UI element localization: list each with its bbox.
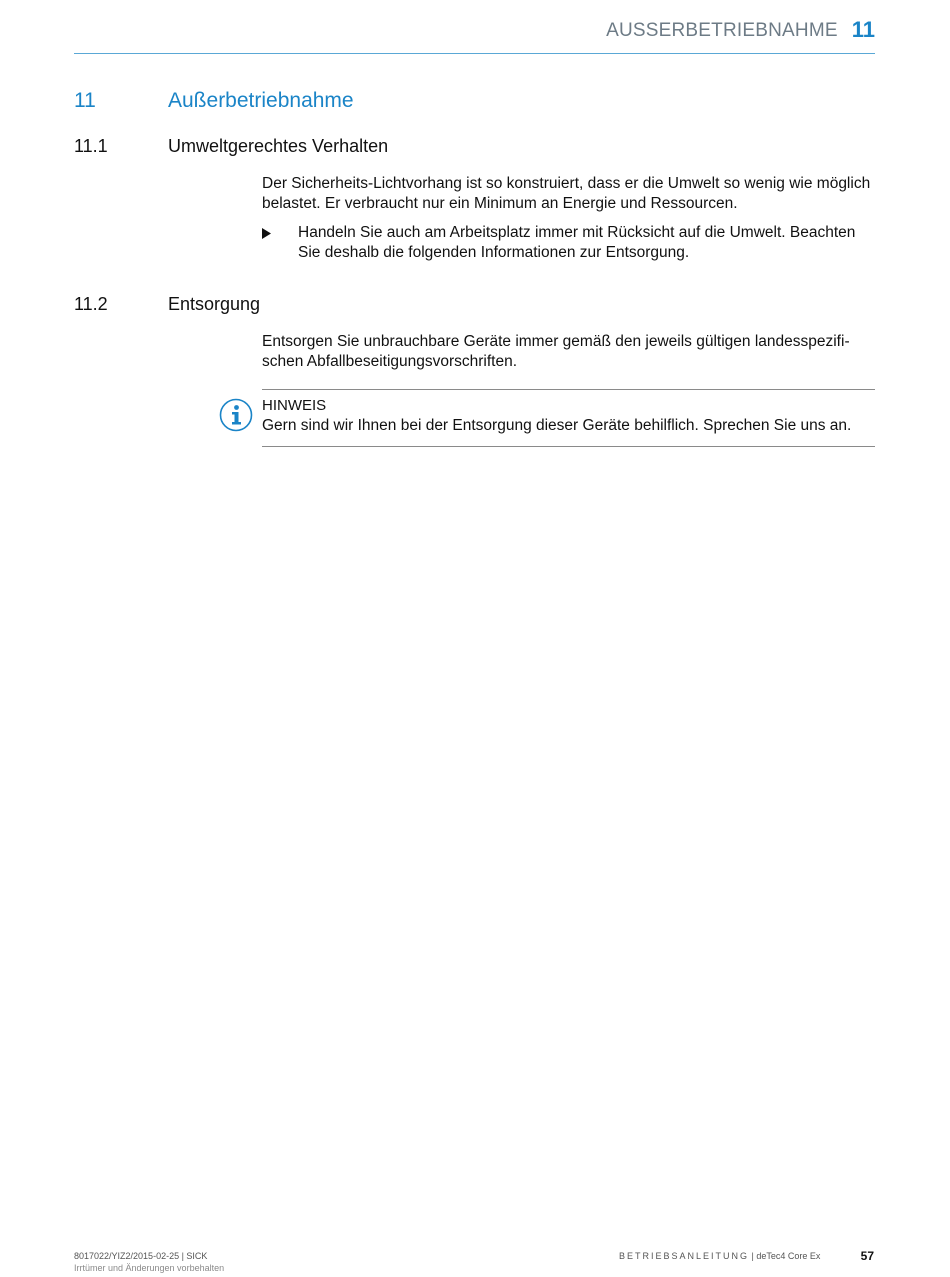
instruction-bullet: [262, 223, 874, 263]
section-number: 11.2: [74, 294, 108, 314]
footer-left: [74, 1250, 224, 1274]
section-2-paragraph: Entsorgen Sie unbrauchbare Geräte immer gemäß den jeweils gültigen landesspezifischen Abfallbeseitigungsvorschriften.: [262, 333, 850, 370]
running-header: [74, 14, 875, 54]
footer-manual-type: BETRIEBSANLEITUNG: [619, 1251, 750, 1261]
footer-doc-code: 8017022/YIZ2/2015-02-25 | SICK: [74, 1251, 208, 1261]
footer-center: [619, 1251, 820, 1261]
chapter-number: 11: [74, 89, 96, 112]
section-number: 11.1: [74, 136, 108, 156]
footer-disclaimer: Irrtümer und Änderungen vorbehalten: [74, 1263, 225, 1273]
section-title: Umweltgerechtes Verhalten: [168, 136, 389, 156]
section-heading-2: [74, 294, 260, 315]
triangle-bullet-icon: [262, 223, 298, 263]
bullet-text: Handeln Sie auch am Arbeitsplatz immer mit Rücksicht auf die Umwelt. Beachten Sie deshalb die folgenden Informationen zur Entsorgung.: [298, 224, 856, 261]
note-box: [262, 389, 875, 447]
section-title: Entsorgung: [168, 294, 261, 314]
footer-separator: |: [749, 1251, 757, 1261]
info-icon: [219, 398, 253, 432]
note-label: HINWEIS: [262, 397, 327, 414]
running-header-title: AUSSERBETRIEBNAHME: [606, 20, 838, 41]
page-number: 57: [860, 1249, 874, 1263]
chapter-heading: [74, 89, 354, 113]
chapter-title: Außerbetriebnahme: [168, 89, 354, 112]
footer-product: deTec4 Core Ex: [756, 1251, 821, 1261]
section-heading-1: [74, 136, 388, 157]
note-text: Gern sind wir Ihnen bei der Entsorgung dieser Geräte behilflich. Sprechen Sie uns an.: [262, 417, 852, 434]
section-1-paragraph: Der Sicherheits-Lichtvorhang ist so konstruiert, dass er die Umwelt so wenig wie möglich belastet. Er verbraucht nur ein Minimum an Energie und Ressourcen.: [262, 175, 871, 212]
running-header-chapter-number: 11: [851, 17, 875, 42]
